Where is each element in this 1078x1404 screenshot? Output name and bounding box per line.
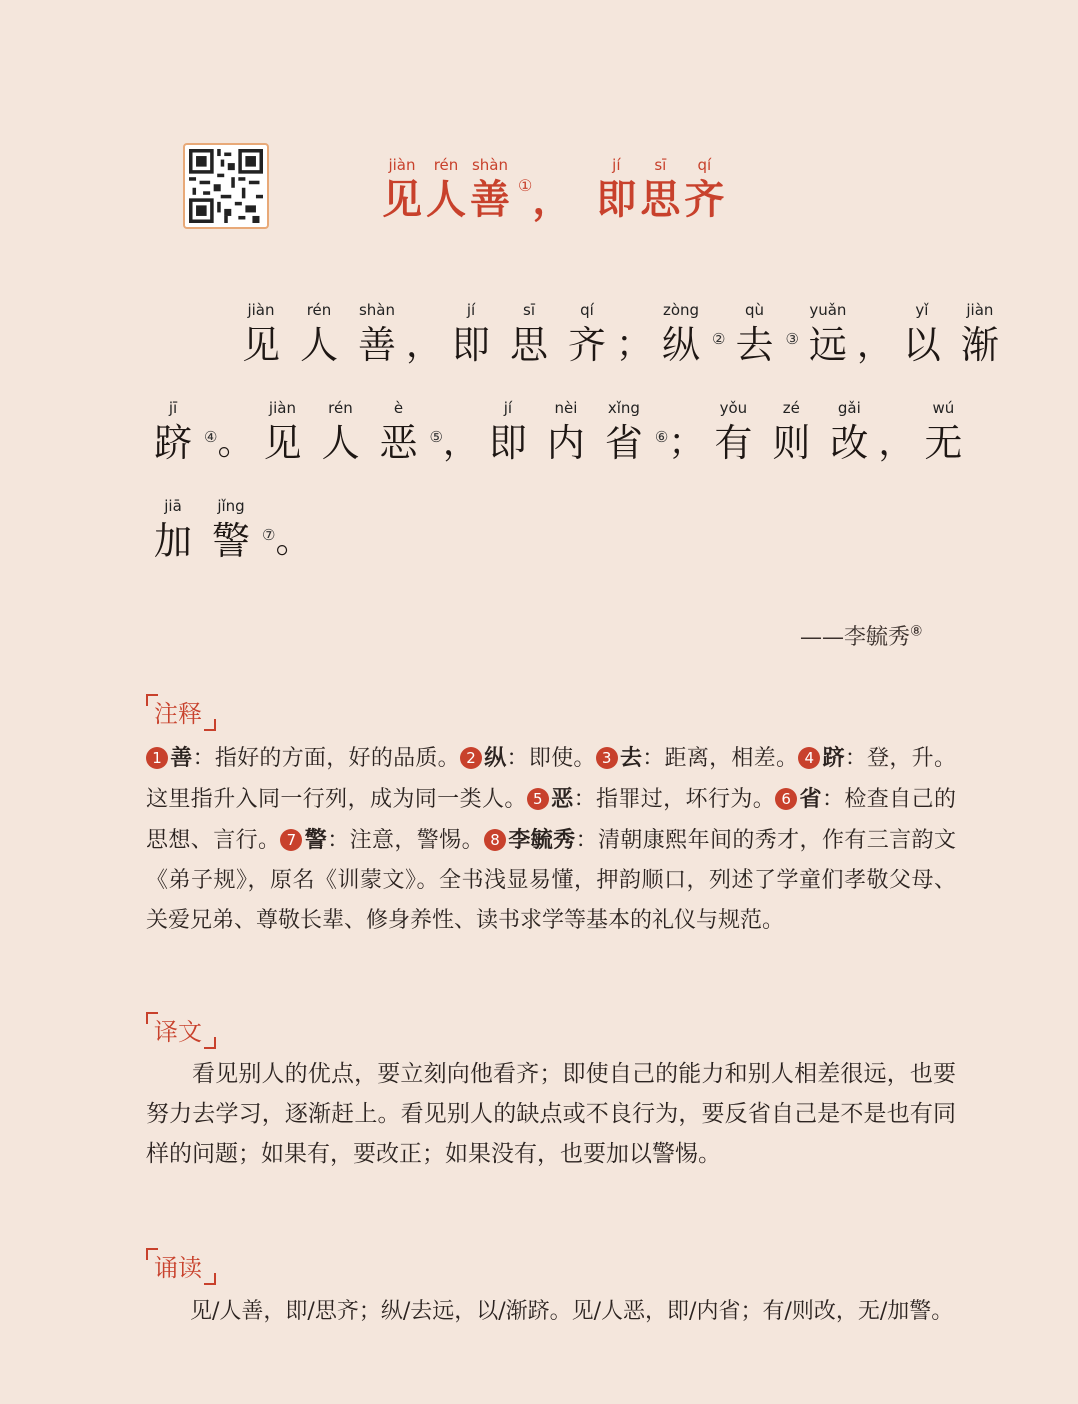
page-title (380, 155, 726, 225)
hanzi: 有 (714, 421, 753, 465)
ruby-char (638, 155, 682, 225)
pinyin: wú (932, 399, 955, 417)
ruby-char (594, 155, 638, 225)
ruby-char (820, 398, 878, 468)
hanzi: 则 (772, 421, 811, 465)
verse-line-2 (0, 398, 1078, 468)
pinyin: rén (433, 156, 459, 174)
hanzi: 见 (263, 421, 302, 465)
note-term: 善 (170, 745, 193, 771)
section-heading-translation: 译文 (146, 1012, 216, 1049)
note-definition: ：清朝康熙年间的秀才，作有三言韵文《弟子规》，原名《训蒙文》。全书浅显易懂，押韵顺口，列述了学童们孝敬父母、关爱兄弟、尊敬长辈、修身养性、读书求学等基本的礼仪与规范。 (146, 828, 956, 933)
note-definition: ：指好的方面，好的品质。 (192, 746, 460, 771)
reading-body: 见/人善，即/思齐；纵/去远，以/渐跻。见/人恶，即/内省；有/则改，无/加警。 (190, 1299, 954, 1324)
pinyin: jī (168, 399, 178, 417)
hanzi: 见 (241, 323, 280, 367)
note-mark: ③ (785, 330, 799, 348)
punctuation: ， (406, 324, 443, 365)
hanzi: 齐 (684, 176, 725, 223)
pinyin: qí (697, 156, 712, 174)
ruby-char (799, 300, 857, 370)
ruby-char (380, 155, 424, 225)
ruby-char (144, 496, 202, 566)
translation-body: 看见别人的优点，要立刻向他看齐；即使自己的能力和别人相差很远，也要努力去学习，逐渐赶上。看见别人的缺点或不良行为，要反省自己是不是也有同样的问题；如果有，要改正；如果没有，也要加以警惕。 (146, 1061, 956, 1167)
note-term: 去 (619, 745, 643, 771)
verse-line-3 (0, 496, 1078, 566)
pinyin: qù (744, 301, 764, 319)
section-heading-reading: 诵读 (146, 1248, 216, 1285)
pinyin: zé (782, 399, 800, 417)
pinyin: jiàn (268, 399, 296, 417)
note-definition: ：登，升。这里指升入同一行列，成为同一类人。 (146, 746, 956, 812)
ruby-char (468, 155, 512, 225)
pinyin: jí (466, 301, 476, 319)
ruby-char (537, 398, 595, 468)
note-term: 警 (304, 827, 328, 853)
pinyin: jí (503, 399, 513, 417)
pinyin: jiā (164, 497, 182, 515)
note-mark: ② (712, 330, 726, 348)
ruby-char (595, 398, 653, 468)
notes-body (146, 738, 956, 941)
pinyin: nèi (554, 399, 578, 417)
hanzi: 加 (153, 519, 192, 563)
hanzi: 思 (640, 176, 681, 223)
punctuation: ， (442, 422, 479, 463)
pinyin: sī (523, 301, 535, 319)
note-definition: ：指罪过，坏行为。 (573, 787, 776, 812)
ruby-char (290, 300, 348, 370)
note-term: 省 (799, 786, 822, 812)
hanzi: 即 (451, 323, 490, 367)
note-term: 恶 (550, 786, 574, 812)
note-number-badge: 2 (460, 747, 482, 769)
pinyin: è (393, 399, 404, 417)
verse-line-1 (0, 300, 1078, 370)
pinyin: zòng (662, 301, 700, 319)
note-number-badge: 7 (280, 829, 302, 851)
hanzi: 纵 (661, 323, 700, 367)
pinyin: yǐ (915, 301, 929, 319)
ruby-char (762, 398, 820, 468)
pinyin: shàn (471, 156, 509, 174)
pinyin: jǐng (217, 497, 245, 515)
note-definition: ：检查自己的思想、言行。 (146, 787, 956, 853)
hanzi: 思 (509, 323, 548, 367)
hanzi: 善 (357, 323, 396, 367)
pinyin: xǐng (607, 399, 640, 417)
note-number-badge: 5 (527, 788, 549, 810)
ruby-char (682, 155, 726, 225)
hanzi: 人 (321, 421, 360, 465)
hanzi: 去 (735, 323, 774, 367)
ruby-char (725, 300, 783, 370)
note-mark: ⑦ (262, 526, 276, 544)
note-number-badge: 4 (798, 747, 820, 769)
punctuation: ， (878, 422, 915, 463)
pinyin: shàn (358, 301, 396, 319)
hanzi: 人 (299, 323, 338, 367)
note-mark: ⑤ (429, 428, 443, 446)
punctuation: 。 (275, 520, 312, 561)
ruby-char (951, 300, 1009, 370)
pinyin: rén (328, 399, 353, 417)
pinyin: jiàn (388, 156, 416, 174)
ruby-char (500, 300, 558, 370)
hanzi: 即 (596, 176, 637, 223)
note-term: 李毓秀 (507, 827, 576, 853)
author-attribution (800, 620, 923, 651)
pinyin: sī (654, 156, 667, 174)
hanzi: 远 (808, 323, 847, 367)
ruby-char (202, 496, 260, 566)
pinyin: yǒu (719, 399, 748, 417)
ruby-char (558, 300, 616, 370)
ruby-char (914, 398, 972, 468)
ruby-char (232, 300, 290, 370)
note-number-badge: 3 (596, 747, 618, 769)
note-number-badge: 8 (484, 829, 506, 851)
note-mark: ⑥ (654, 428, 669, 446)
hanzi: 齐 (567, 323, 606, 367)
author-name: ——李毓秀 (800, 625, 911, 650)
hanzi: 跻 (153, 421, 192, 465)
title-note-mark: ① (518, 176, 533, 195)
ruby-char (311, 398, 369, 468)
ruby-char (893, 300, 951, 370)
section-heading-notes: 注释 (146, 694, 216, 731)
hanzi: 渐 (960, 323, 999, 367)
hanzi: 恶 (379, 421, 418, 465)
hanzi: 内 (546, 421, 585, 465)
hanzi: 改 (830, 421, 869, 465)
ruby-char (442, 300, 500, 370)
punctuation: ， (856, 324, 893, 365)
hanzi: 善 (470, 176, 510, 223)
qr-code-icon (189, 149, 263, 223)
pinyin: qí (580, 301, 594, 319)
note-mark: ④ (204, 428, 218, 446)
ruby-char (652, 300, 710, 370)
ruby-char (144, 398, 202, 468)
ruby-char (369, 398, 427, 468)
note-definition: ：注意，警惕。 (327, 828, 484, 853)
pinyin: rén (306, 301, 332, 319)
ruby-char (424, 155, 468, 225)
pinyin: jí (612, 156, 621, 174)
hanzi: 无 (924, 421, 963, 465)
hanzi: 省 (604, 421, 643, 465)
hanzi: 警 (211, 519, 250, 563)
hanzi: 即 (488, 421, 527, 465)
title-punctuation: ， (532, 176, 573, 223)
pinyin: jiàn (247, 301, 275, 319)
note-term: 纵 (483, 745, 507, 771)
note-definition: ：距离，相差。 (642, 746, 799, 771)
punctuation: ； (616, 324, 653, 365)
author-note-mark: ⑧ (910, 623, 923, 640)
ruby-char (348, 300, 406, 370)
note-definition: ：即使。 (506, 746, 596, 771)
ruby-char (704, 398, 762, 468)
pinyin: yuǎn (809, 301, 847, 319)
pinyin: jiàn (966, 301, 994, 319)
ruby-char (479, 398, 537, 468)
note-term: 跻 (822, 745, 845, 771)
pinyin: gǎi (837, 399, 861, 417)
hanzi: 见 (382, 176, 422, 223)
qr-code[interactable] (183, 143, 269, 229)
punctuation: 。 (217, 422, 254, 463)
hanzi: 人 (426, 176, 466, 223)
punctuation: ； (668, 422, 705, 463)
note-number-badge: 6 (775, 788, 797, 810)
hanzi: 以 (902, 323, 941, 367)
note-number-badge: 1 (146, 747, 168, 769)
ruby-char (253, 398, 311, 468)
